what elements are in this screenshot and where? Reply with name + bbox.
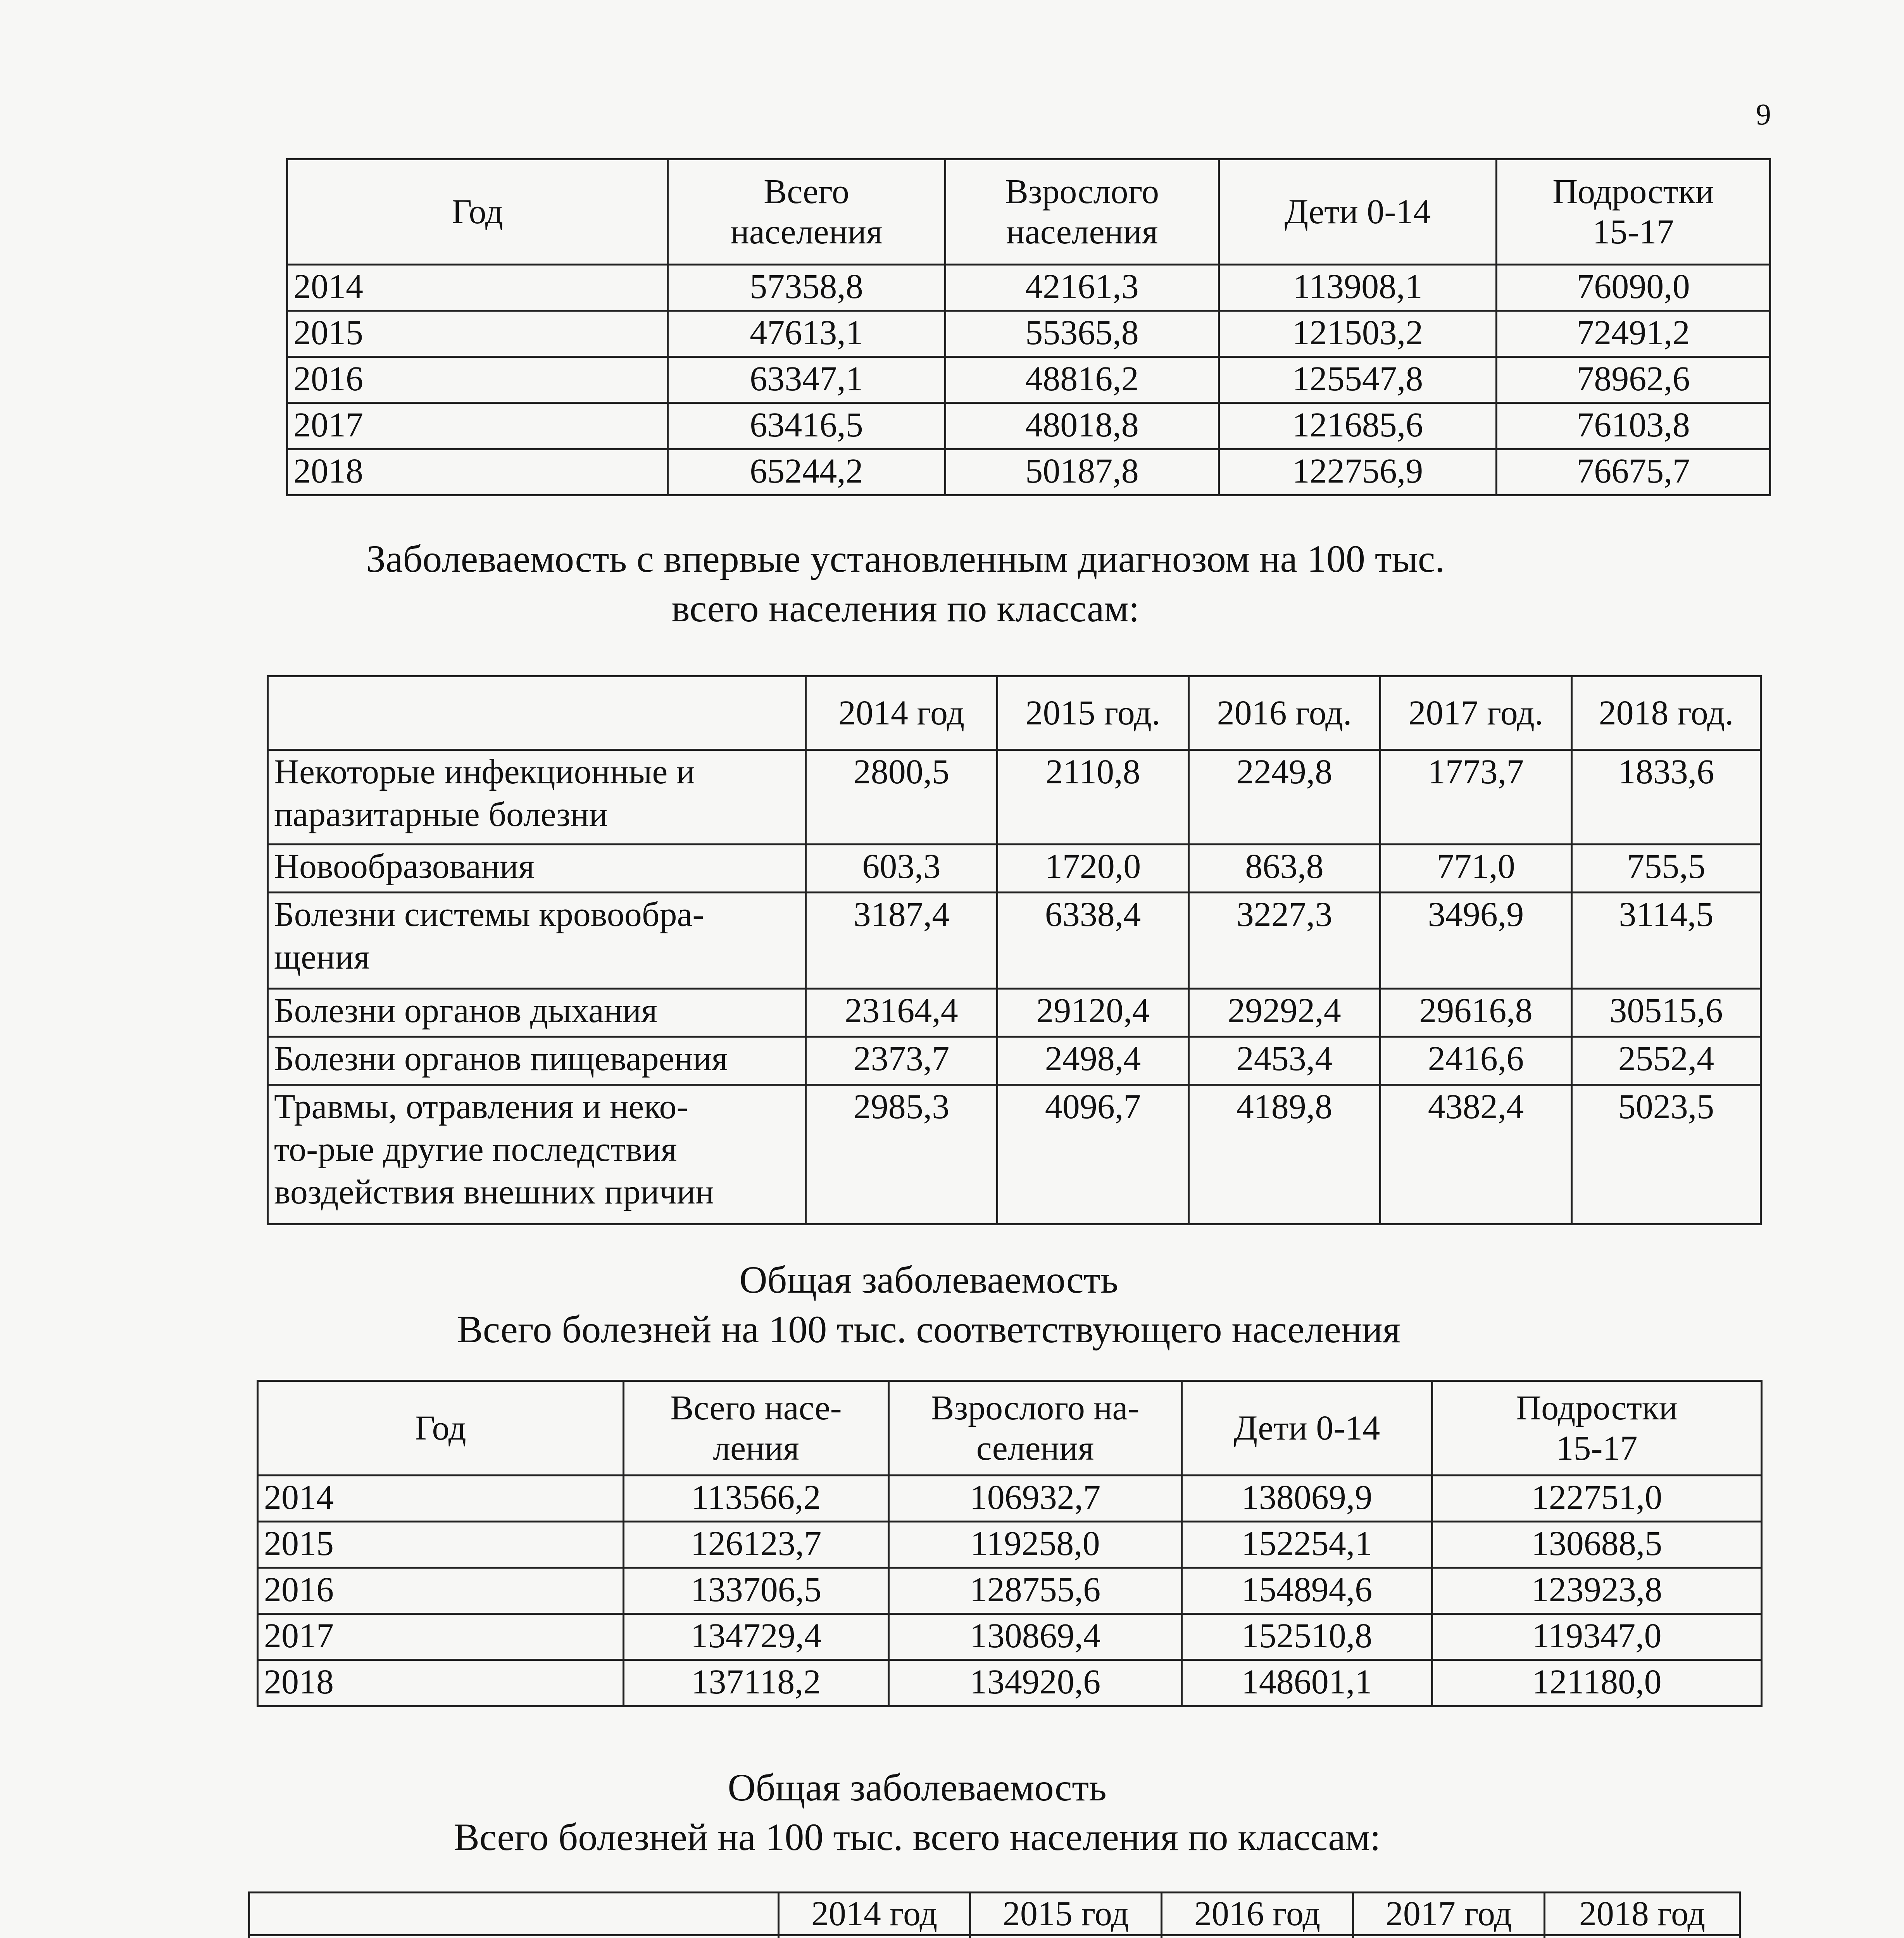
value-cell: 771,0 — [1380, 845, 1572, 893]
value-cell: 123923,8 — [1432, 1568, 1762, 1614]
section-heading — [0, 1763, 1869, 1862]
year-cell: 2014 — [258, 1476, 624, 1522]
value-cell — [1162, 1935, 1353, 1938]
column-header: 2014 год — [806, 676, 997, 750]
population-morbidity-table — [286, 158, 1771, 496]
value-cell: 42161,3 — [945, 265, 1219, 311]
table-row — [268, 1037, 1761, 1085]
column-header: 2017 год. — [1380, 676, 1572, 750]
column-header: Взрослого населения — [945, 159, 1219, 265]
value-cell: 119347,0 — [1432, 1614, 1762, 1660]
column-header: Подростки 15-17 — [1432, 1381, 1762, 1476]
disease-class-cell: Некоторые инфекционные и паразитарные болезни — [268, 750, 806, 845]
column-header: Дети 0-14 — [1219, 159, 1497, 265]
value-cell: 152510,8 — [1182, 1614, 1432, 1660]
value-cell: 152254,1 — [1182, 1522, 1432, 1568]
value-cell — [1545, 1935, 1740, 1938]
column-header: Взрослого на- селения — [889, 1381, 1182, 1476]
value-cell: 57358,8 — [668, 265, 945, 311]
value-cell: 863,8 — [1189, 845, 1380, 893]
value-cell: 29120,4 — [997, 989, 1189, 1037]
year-cell: 2018 — [287, 449, 668, 495]
value-cell — [970, 1935, 1162, 1938]
total-morbidity-table — [257, 1380, 1763, 1707]
value-cell: 128755,6 — [889, 1568, 1182, 1614]
heading-line: Общая заболеваемость — [728, 1766, 1107, 1809]
section-heading — [0, 534, 1857, 633]
table-row — [258, 1660, 1762, 1706]
value-cell: 113566,2 — [624, 1476, 889, 1522]
disease-class-cell: Болезни органов пищеварения — [268, 1037, 806, 1085]
value-cell: 122756,9 — [1219, 449, 1497, 495]
column-header: Подростки 15-17 — [1497, 159, 1770, 265]
value-cell: 47613,1 — [668, 311, 945, 357]
heading-line: Всего болезней на 100 тыс. всего населения по классам: — [454, 1816, 1381, 1859]
value-cell: 134920,6 — [889, 1660, 1182, 1706]
value-cell: 3227,3 — [1189, 893, 1380, 989]
section-heading — [0, 1255, 1881, 1354]
page-number: 9 — [1756, 97, 1771, 131]
table-row — [249, 1935, 1740, 1938]
value-cell: 72491,2 — [1497, 311, 1770, 357]
value-cell: 121503,2 — [1219, 311, 1497, 357]
year-cell: 2018 — [258, 1660, 624, 1706]
value-cell: 76675,7 — [1497, 449, 1770, 495]
disease-class-cell: Новообразования — [268, 845, 806, 893]
value-cell: 121180,0 — [1432, 1660, 1762, 1706]
value-cell: 2498,4 — [997, 1037, 1189, 1085]
value-cell: 148601,1 — [1182, 1660, 1432, 1706]
disease-class-cell — [249, 1935, 779, 1938]
column-header: Дети 0-14 — [1182, 1381, 1432, 1476]
value-cell: 121685,6 — [1219, 403, 1497, 449]
table-row — [268, 750, 1761, 845]
value-cell: 48018,8 — [945, 403, 1219, 449]
table-row — [258, 1568, 1762, 1614]
year-cell: 2014 — [287, 265, 668, 311]
year-cell: 2015 — [258, 1522, 624, 1568]
year-cell: 2016 — [287, 357, 668, 403]
column-header: Всего населения — [668, 159, 945, 265]
column-header: 2014 год — [779, 1893, 970, 1935]
value-cell: 4096,7 — [997, 1085, 1189, 1224]
value-cell: 65244,2 — [668, 449, 945, 495]
value-cell: 6338,4 — [997, 893, 1189, 989]
value-cell: 76103,8 — [1497, 403, 1770, 449]
table-row — [268, 893, 1761, 989]
value-cell: 30515,6 — [1572, 989, 1761, 1037]
value-cell: 55365,8 — [945, 311, 1219, 357]
value-cell: 2552,4 — [1572, 1037, 1761, 1085]
table-row — [258, 1522, 1762, 1568]
value-cell: 154894,6 — [1182, 1568, 1432, 1614]
column-header: 2015 год — [970, 1893, 1162, 1935]
table-row — [287, 265, 1770, 311]
value-cell: 133706,5 — [624, 1568, 889, 1614]
value-cell: 48816,2 — [945, 357, 1219, 403]
value-cell — [1353, 1935, 1545, 1938]
column-header: 2015 год. — [997, 676, 1189, 750]
value-cell: 130869,4 — [889, 1614, 1182, 1660]
heading-line: всего населения по классам: — [671, 587, 1140, 630]
table-row — [268, 989, 1761, 1037]
year-cell: 2015 — [287, 311, 668, 357]
year-cell: 2016 — [258, 1568, 624, 1614]
column-header: 2017 год — [1353, 1893, 1545, 1935]
value-cell: 5023,5 — [1572, 1085, 1761, 1224]
disease-class-cell: Болезни системы кровообра- щения — [268, 893, 806, 989]
table-row — [258, 1476, 1762, 1522]
value-cell: 23164,4 — [806, 989, 997, 1037]
table-row — [268, 845, 1761, 893]
value-cell: 2800,5 — [806, 750, 997, 845]
value-cell: 2416,6 — [1380, 1037, 1572, 1085]
value-cell: 134729,4 — [624, 1614, 889, 1660]
value-cell: 603,3 — [806, 845, 997, 893]
value-cell: 130688,5 — [1432, 1522, 1762, 1568]
value-cell: 138069,9 — [1182, 1476, 1432, 1522]
value-cell: 122751,0 — [1432, 1476, 1762, 1522]
value-cell: 755,5 — [1572, 845, 1761, 893]
table-row — [287, 357, 1770, 403]
value-cell: 78962,6 — [1497, 357, 1770, 403]
disease-class-cell: Болезни органов дыхания — [268, 989, 806, 1037]
column-header: Всего насе- ления — [624, 1381, 889, 1476]
value-cell: 2249,8 — [1189, 750, 1380, 845]
total-morbidity-by-class-table — [248, 1891, 1741, 1938]
value-cell: 3496,9 — [1380, 893, 1572, 989]
value-cell: 2453,4 — [1189, 1037, 1380, 1085]
table-row — [287, 403, 1770, 449]
new-diagnosis-by-class-table — [267, 675, 1762, 1225]
value-cell: 76090,0 — [1497, 265, 1770, 311]
value-cell: 63416,5 — [668, 403, 945, 449]
value-cell: 119258,0 — [889, 1522, 1182, 1568]
table-row — [258, 1614, 1762, 1660]
disease-class-cell: Травмы, отравления и неко- то-рые другие последствия воздействия внешних причин — [268, 1085, 806, 1224]
value-cell: 106932,7 — [889, 1476, 1182, 1522]
table-row — [287, 311, 1770, 357]
value-cell: 125547,8 — [1219, 357, 1497, 403]
value-cell: 3187,4 — [806, 893, 997, 989]
table-row — [287, 449, 1770, 495]
value-cell: 50187,8 — [945, 449, 1219, 495]
heading-line: Всего болезней на 100 тыс. соответствующего населения — [457, 1308, 1400, 1351]
value-cell: 1773,7 — [1380, 750, 1572, 845]
value-cell: 63347,1 — [668, 357, 945, 403]
value-cell: 126123,7 — [624, 1522, 889, 1568]
value-cell: 4382,4 — [1380, 1085, 1572, 1224]
value-cell: 2985,3 — [806, 1085, 997, 1224]
column-header: 2016 год — [1162, 1893, 1353, 1935]
heading-line: Заболеваемость с впервые установленным диагнозом на 100 тыс. — [366, 537, 1445, 580]
value-cell: 1833,6 — [1572, 750, 1761, 845]
value-cell: 137118,2 — [624, 1660, 889, 1706]
value-cell — [779, 1935, 970, 1938]
year-cell: 2017 — [258, 1614, 624, 1660]
table-row — [268, 1085, 1761, 1224]
column-header: Год — [287, 159, 668, 265]
column-header: Год — [258, 1381, 624, 1476]
column-header: 2016 год. — [1189, 676, 1380, 750]
value-cell: 3114,5 — [1572, 893, 1761, 989]
value-cell: 29616,8 — [1380, 989, 1572, 1037]
column-header — [268, 676, 806, 750]
year-cell: 2017 — [287, 403, 668, 449]
value-cell: 4189,8 — [1189, 1085, 1380, 1224]
column-header: 2018 год. — [1572, 676, 1761, 750]
value-cell: 2373,7 — [806, 1037, 997, 1085]
column-header: 2018 год — [1545, 1893, 1740, 1935]
heading-line: Общая заболеваемость — [739, 1258, 1118, 1301]
value-cell: 29292,4 — [1189, 989, 1380, 1037]
value-cell: 113908,1 — [1219, 265, 1497, 311]
value-cell: 2110,8 — [997, 750, 1189, 845]
column-header — [249, 1893, 779, 1935]
value-cell: 1720,0 — [997, 845, 1189, 893]
